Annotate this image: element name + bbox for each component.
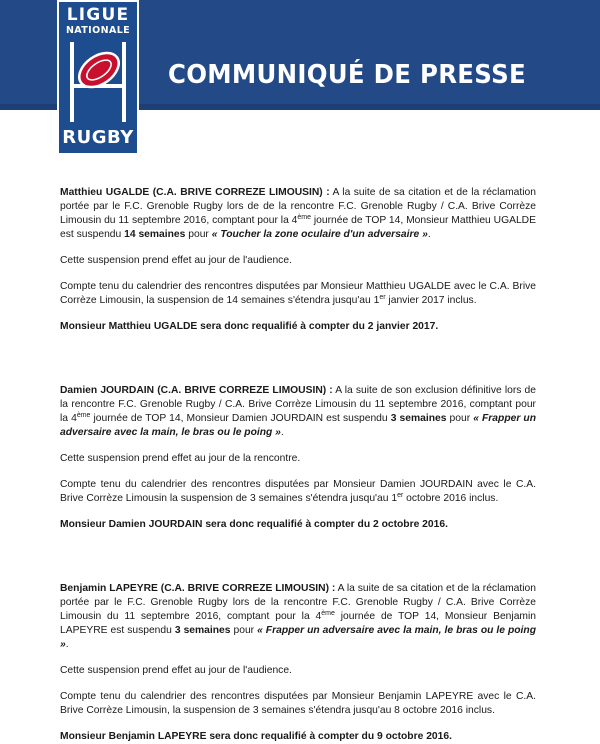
suspension-duration: 3 semaines bbox=[174, 625, 231, 636]
effect-paragraph: Cette suspension prend effet au jour de la rencontre. bbox=[60, 453, 301, 464]
page-title: COMMUNIQUÉ DE PRESSE bbox=[168, 60, 526, 90]
charge-text: « Frapper un adversaire avec la main, le bras ou le poing » bbox=[60, 413, 536, 438]
lnr-logo bbox=[57, 0, 139, 155]
charge-text: « Frapper un adversaire avec la main, le bras ou le poing » bbox=[60, 625, 536, 650]
section-lapeyre bbox=[60, 582, 536, 744]
suspension-duration: 14 semaines bbox=[124, 229, 186, 240]
requalification-paragraph: Monsieur Benjamin LAPEYRE sera donc requalifié à compter du 9 octobre 2016. bbox=[60, 731, 452, 742]
logo-text-rugby: RUGBY bbox=[62, 127, 134, 148]
press-release-body bbox=[60, 186, 536, 744]
decision-paragraph: Matthieu UGALDE (C.A. BRIVE CORREZE LIMOUSIN) : A la suite de sa citation et de la réclamation portée par le F.C. Grenoble Rugby lors de de la rencontre F.C. Grenoble Rugby / C.A. Brive Corrèze Limousin du 11 septembre 2016, comptant pour la 4ème journée de TOP 14, Monsieur Matthieu UGALDE est suspendu 14 semaines pour « Toucher la zone oculaire d'un adversaire ». bbox=[60, 187, 536, 240]
logo-text-nationale: NATIONALE bbox=[65, 25, 131, 36]
section-ugalde bbox=[60, 186, 536, 334]
effect-paragraph: Cette suspension prend effet au jour de l'audience. bbox=[60, 665, 292, 676]
requalification-paragraph: Monsieur Matthieu UGALDE sera donc requalifié à compter du 2 janvier 2017. bbox=[60, 321, 439, 332]
calendar-paragraph: Compte tenu du calendrier des rencontres disputées par Monsieur Matthieu UGALDE avec le C.A. Brive Corrèze Limousin, la suspension de 14 semaines s'étendra jusqu'au 1er janvier 2017 inclus. bbox=[60, 281, 536, 306]
decision-paragraph: Damien JOURDAIN (C.A. BRIVE CORREZE LIMOUSIN) : A la suite de son exclusion définitive lors de la rencontre F.C. Grenoble Rugby / C.A. Brive Corrèze Limousin du 11 septembre 2016, comptant pour la 4ème journée de TOP 14, Monsieur Damien JOURDAIN est suspendu 3 semaines pour « Frapper un adversaire avec la main, le bras ou le poing ». bbox=[60, 385, 536, 438]
calendar-paragraph: Compte tenu du calendrier des rencontres disputées par Monsieur Benjamin LAPEYRE avec le C.A. Brive Corrèze Limousin, la suspension de 3 semaines s'étendra jusqu'au 8 octobre 2016 inclus. bbox=[60, 691, 536, 716]
calendar-paragraph: Compte tenu du calendrier des rencontres disputées par Monsieur Damien JOURDAIN avec le C.A. Brive Corrèze Limousin la suspension de 3 semaines s'étendra jusqu'au 1er octobre 2016 inclus. bbox=[60, 479, 536, 504]
section-jourdain bbox=[60, 384, 536, 532]
effect-paragraph: Cette suspension prend effet au jour de l'audience. bbox=[60, 255, 292, 266]
requalification-paragraph: Monsieur Damien JOURDAIN sera donc requalifié à compter du 2 octobre 2016. bbox=[60, 519, 448, 530]
suspension-duration: 3 semaines bbox=[390, 413, 447, 424]
rugby-ball-posts-icon bbox=[63, 40, 133, 124]
charge-text: « Toucher la zone oculaire d'un adversaire » bbox=[211, 229, 428, 240]
player-name: Matthieu UGALDE (C.A. BRIVE CORREZE LIMOUSIN) : bbox=[60, 187, 330, 198]
decision-paragraph: Benjamin LAPEYRE (C.A. BRIVE CORREZE LIMOUSIN) : A la suite de sa citation et de la réclamation portée par le F.C. Grenoble Rugby lors de la rencontre F.C. Grenoble Rugby / C.A. Brive Corrèze Limousin du 11 septembre 2016, comptant pour la 4ème journée de TOP 14, Monsieur Benjamin LAPEYRE est suspendu 3 semaines pour « Frapper un adversaire avec la main, le bras ou le poing ». bbox=[60, 583, 537, 650]
player-name: Benjamin LAPEYRE (C.A. BRIVE CORREZE LIMOUSIN) : bbox=[60, 583, 336, 594]
logo-text-ligue: LIGUE bbox=[66, 5, 130, 25]
player-name: Damien JOURDAIN (C.A. BRIVE CORREZE LIMOUSIN) : bbox=[60, 385, 333, 396]
